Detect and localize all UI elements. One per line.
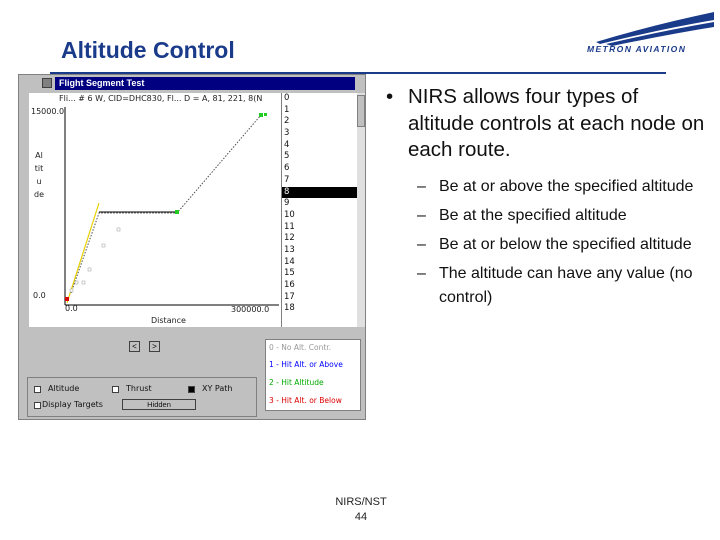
track-yellow-segment bbox=[67, 203, 99, 303]
node-list-scrollbar[interactable] bbox=[357, 93, 365, 327]
window-menu-icon[interactable] bbox=[42, 78, 52, 88]
sub-bullet bbox=[408, 175, 706, 199]
node-list-item[interactable]: 2 bbox=[284, 116, 290, 127]
node-point bbox=[82, 281, 85, 284]
node-list-item[interactable]: 3 bbox=[284, 128, 290, 139]
sub-bullet-text: Be at or below the specified altitude bbox=[439, 235, 692, 253]
page-number: 44 bbox=[354, 511, 368, 523]
node-list-item[interactable]: 9 bbox=[284, 198, 290, 209]
sub-bullet bbox=[408, 233, 706, 257]
window-title: Flight Segment Test bbox=[59, 78, 145, 88]
node-point bbox=[117, 228, 120, 231]
dash-icon: – bbox=[417, 177, 426, 195]
altitude-profile-svg bbox=[29, 93, 281, 327]
bullet-dot-icon: • bbox=[386, 85, 394, 108]
node-point bbox=[65, 297, 69, 301]
node-point bbox=[175, 210, 179, 214]
y-axis-label: Altitude bbox=[34, 151, 44, 199]
node-list-item[interactable]: 4 bbox=[284, 139, 290, 150]
display-options-panel bbox=[27, 377, 257, 417]
legend-item-2: 2 - Hit Altitude bbox=[269, 378, 324, 387]
main-bullet bbox=[386, 84, 706, 164]
node-list-item[interactable]: 1 bbox=[284, 104, 290, 115]
legend-item-3: 3 - Hit Alt. or Below bbox=[269, 396, 342, 405]
sub-bullet-text: The altitude can have any value (no control) bbox=[439, 264, 693, 306]
track-gray-path bbox=[71, 115, 261, 293]
display-targets-checkbox[interactable] bbox=[34, 402, 41, 409]
node-point bbox=[259, 113, 263, 117]
node-list-item[interactable]: 8 bbox=[282, 187, 357, 199]
logo-text: METRON AVIATION bbox=[587, 44, 687, 54]
node-list-item[interactable]: 17 bbox=[284, 291, 295, 302]
node-list-item[interactable]: 6 bbox=[284, 163, 290, 174]
sub-bullet-text: Be at or above the specified altitude bbox=[439, 177, 694, 195]
node-list-item[interactable]: 12 bbox=[284, 233, 295, 244]
node-list-item[interactable]: 16 bbox=[284, 280, 295, 290]
legend-item-0: 0 - No Alt. Contr. bbox=[269, 343, 332, 352]
node-list-item[interactable]: 7 bbox=[284, 174, 290, 185]
node-list-item[interactable]: 15 bbox=[284, 268, 295, 279]
sub-bullet-text: Be at the specified altitude bbox=[439, 206, 627, 224]
node-list[interactable] bbox=[281, 93, 357, 327]
flight-segment-window bbox=[18, 74, 366, 420]
node-list-item[interactable]: 11 bbox=[284, 221, 295, 232]
x-axis-label: Distance bbox=[151, 316, 186, 325]
node-list-item[interactable]: 14 bbox=[284, 256, 295, 267]
node-point bbox=[88, 268, 91, 271]
thrust-checkbox-label: Thrust bbox=[126, 384, 152, 393]
slide-title: Altitude Control bbox=[61, 37, 235, 63]
y-axis-min-label: 0.0 bbox=[33, 291, 46, 300]
x-axis-max-label: 300000.0 bbox=[231, 305, 270, 314]
node-point bbox=[264, 113, 267, 116]
node-list-item[interactable]: 0 bbox=[284, 93, 290, 103]
thrust-checkbox[interactable] bbox=[112, 386, 119, 393]
sub-bullet bbox=[408, 204, 706, 228]
dash-icon: – bbox=[417, 264, 426, 282]
prev-node-button[interactable]: < bbox=[129, 341, 140, 352]
altitude-checkbox[interactable] bbox=[34, 386, 41, 393]
window-titlebar[interactable] bbox=[55, 77, 355, 90]
bullet-list bbox=[386, 84, 706, 315]
plot-flight-info: Fli... # 6 W, CID=DHC830, Fl... D = A, 81, 221, 8(N bbox=[59, 94, 263, 103]
altitude-checkbox-label: Altitude bbox=[48, 384, 80, 393]
node-list-item[interactable]: 5 bbox=[284, 151, 290, 162]
display-targets-label: Display Targets bbox=[42, 400, 103, 409]
node-list-item[interactable]: 18 bbox=[284, 303, 295, 314]
dash-icon: – bbox=[417, 235, 426, 253]
xy-path-checkbox-label: XY Path bbox=[202, 384, 233, 393]
scrollbar-thumb[interactable] bbox=[357, 95, 365, 127]
sub-bullet bbox=[408, 262, 706, 310]
node-list-item[interactable]: 10 bbox=[284, 209, 295, 220]
xy-path-checkbox[interactable] bbox=[188, 386, 195, 393]
node-point bbox=[70, 289, 73, 292]
node-point bbox=[102, 244, 105, 247]
altitude-profile-plot bbox=[29, 93, 281, 327]
footer-line-1: NIRS/NST bbox=[335, 496, 387, 508]
altitude-control-legend bbox=[265, 339, 361, 411]
next-node-button[interactable]: > bbox=[149, 341, 160, 352]
y-axis-max-label: 15000.0 bbox=[31, 107, 65, 116]
sub-bullet-list bbox=[386, 175, 706, 310]
node-list-item[interactable]: 13 bbox=[284, 244, 295, 255]
main-bullet-text: NIRS allows four types of altitude controls at each node on each route. bbox=[408, 85, 705, 161]
x-axis-min-label: 0.0 bbox=[65, 304, 78, 313]
hidden-button[interactable]: Hidden bbox=[122, 399, 196, 410]
slide-footer bbox=[326, 495, 396, 525]
node-point bbox=[75, 281, 78, 284]
legend-item-1: 1 - Hit Alt. or Above bbox=[269, 360, 343, 369]
dash-icon: – bbox=[417, 206, 426, 224]
